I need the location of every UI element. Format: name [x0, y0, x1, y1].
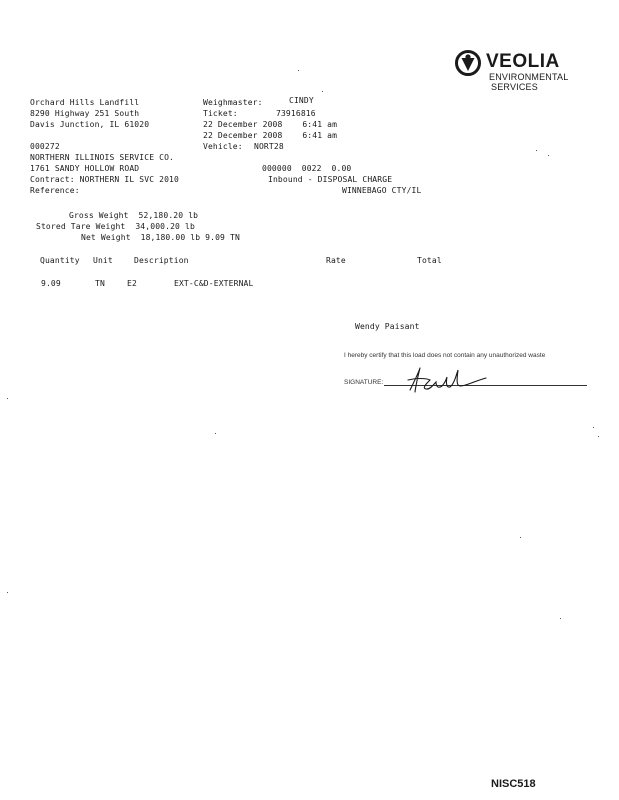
scan-speck — [215, 433, 216, 434]
scan-speck — [536, 150, 537, 151]
charge-codes: 000000 0022 0.00 — [262, 164, 352, 173]
scan-speck — [322, 91, 323, 92]
scan-speck — [7, 398, 8, 399]
scan-speck — [593, 427, 594, 428]
row-code: E2 — [127, 279, 137, 288]
weighmaster-value: CINDY — [289, 96, 314, 105]
site-name: Orchard Hills Landfill — [30, 98, 140, 107]
col-header-unit: Unit — [93, 256, 113, 265]
row-description: EXT-C&D-EXTERNAL — [174, 279, 254, 288]
site-address: 8290 Highway 251 South — [30, 109, 140, 118]
logo-wordmark: VEOLIA — [486, 51, 560, 72]
net-weight: Net Weight 18,180.00 lb 9.09 TN — [81, 233, 240, 242]
logo-subtitle-line1: ENVIRONMENTAL — [489, 72, 569, 82]
gross-weight: Gross Weight 52,180.20 lb — [69, 211, 199, 220]
scan-speck — [598, 436, 599, 437]
driver-name: Wendy Paisant — [355, 322, 420, 331]
county: WINNEBAGO CTY/IL — [342, 186, 422, 195]
scan-speck — [7, 592, 8, 593]
scan-speck — [548, 155, 549, 156]
scan-speck — [298, 70, 299, 71]
tare-weight: Stored Tare Weight 34,000.20 lb — [36, 222, 195, 231]
site-city: Davis Junction, IL 61020 — [30, 120, 150, 129]
reference: Reference: — [30, 186, 80, 195]
contract: Contract: NORTHERN IL SVC 2010 — [30, 175, 179, 184]
ticket-number: 73916816 — [276, 109, 316, 118]
col-header-rate: Rate — [326, 256, 346, 265]
customer-address: 1761 SANDY HOLLOW ROAD — [30, 164, 140, 173]
scan-speck — [520, 537, 521, 538]
handwritten-signature — [396, 362, 496, 398]
date-out: 22 December 2008 6:41 am — [203, 131, 338, 140]
weighmaster-label: Weighmaster: — [203, 98, 263, 107]
logo-subtitle-line2: SERVICES — [491, 82, 538, 92]
vehicle-value: NORT28 — [254, 142, 284, 151]
col-header-quantity: Quantity — [40, 256, 80, 265]
scan-speck — [560, 618, 561, 619]
customer-name: NORTHERN ILLINOIS SERVICE CO. — [30, 153, 175, 162]
date-in: 22 December 2008 6:41 am — [203, 120, 338, 129]
row-quantity: 9.09 — [41, 279, 61, 288]
veolia-logo-icon — [455, 50, 481, 76]
veolia-logo — [455, 47, 595, 97]
col-header-description: Description — [134, 256, 189, 265]
bates-number: NISC518 — [491, 778, 536, 790]
customer-account: 000272 — [30, 142, 60, 151]
signature-label: SIGNATURE: — [344, 379, 384, 386]
col-header-total: Total — [417, 256, 442, 265]
ticket-label: Ticket: — [203, 109, 238, 118]
certification-statement: I hereby certify that this load does not contain any unauthorized waste — [344, 352, 546, 359]
vehicle-label: Vehicle: — [203, 142, 243, 151]
inbound-charge: Inbound - DISPOSAL CHARGE — [268, 175, 393, 184]
row-unit: TN — [95, 279, 105, 288]
